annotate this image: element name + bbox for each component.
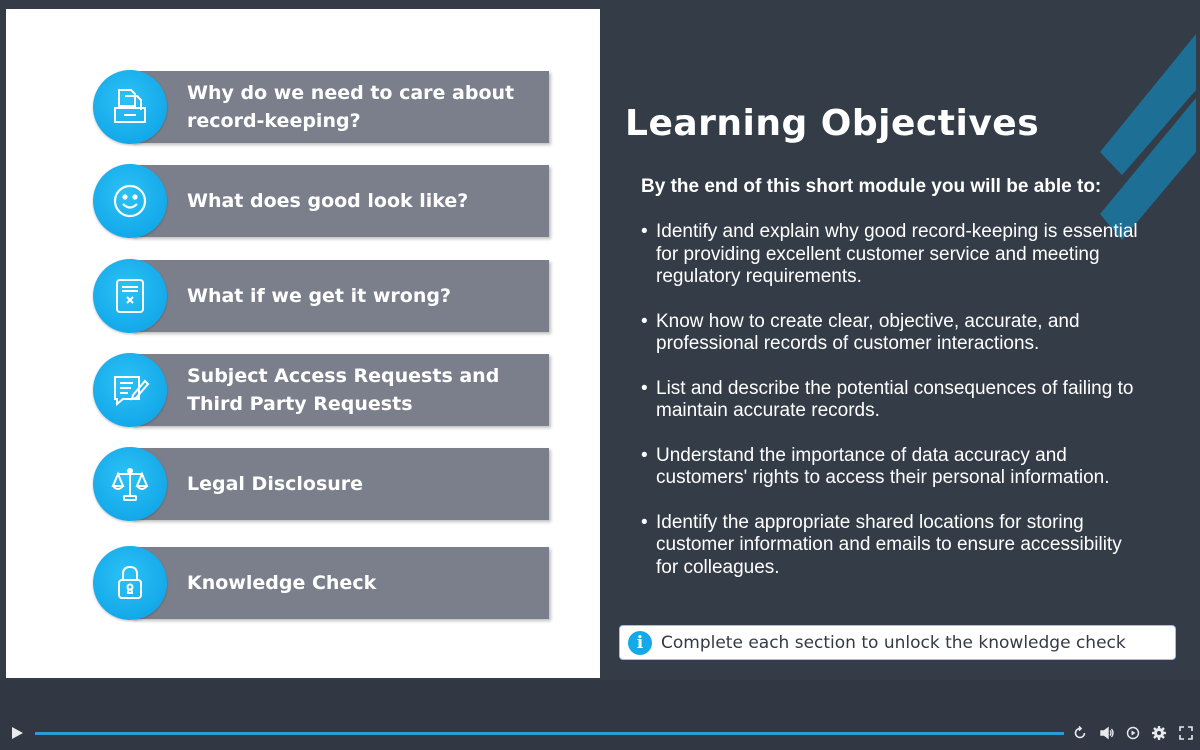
bullet: • — [641, 310, 648, 332]
menu-item-knowledge-check[interactable] — [93, 547, 549, 621]
menu-item-label: Legal Disclosure — [187, 473, 364, 495]
padlock-icon — [93, 546, 167, 620]
menu-item-label: Knowledge Check — [187, 572, 377, 594]
captions-icon[interactable] — [1125, 725, 1141, 741]
bullet: • — [641, 221, 648, 242]
bullet: • — [641, 511, 648, 533]
objectives-intro: By the end of this short module you will be able to: — [641, 176, 1102, 197]
volume-icon[interactable] — [1099, 725, 1115, 741]
menu-item-subject-access[interactable] — [93, 354, 549, 428]
seek-bar[interactable] — [35, 732, 1064, 735]
menu-item-label: What if we get it wrong? — [187, 285, 451, 307]
bullet: • — [641, 444, 648, 466]
play-icon[interactable] — [10, 726, 24, 740]
menu-item-label: What does good look like? — [187, 190, 469, 212]
unlock-notice — [619, 625, 1176, 660]
player-controls — [0, 718, 1200, 750]
objective-text: Identify and explain why good record-keeping is essential for providing excellent customer service and meeting regulatory requirements. — [656, 221, 1138, 287]
menu-item-good-practice[interactable] — [93, 165, 549, 239]
notice-text: Complete each section to unlock the knowledge check — [661, 632, 1126, 653]
page-title: Learning Objectives — [625, 103, 1040, 144]
scales-icon — [93, 447, 167, 521]
document-tray-icon — [93, 70, 167, 144]
objective-text: List and describe the potential consequences of failing to maintain accurate records. — [656, 377, 1134, 421]
objective-item — [641, 311, 1141, 356]
menu-item-label: Subject Access Requests and Third Party Requests — [187, 365, 500, 415]
menu-item-legal-disclosure[interactable] — [93, 448, 549, 522]
objective-item — [641, 378, 1141, 423]
objective-text: Understand the importance of data accuracy and customers' rights to access their personal information. — [656, 444, 1110, 488]
decorative-stripes — [1096, 30, 1200, 245]
objectives-list — [641, 221, 1141, 601]
menu-item-label: Why do we need to care about record-keeping? — [187, 82, 515, 132]
fullscreen-icon[interactable] — [1178, 725, 1194, 741]
rejected-document-icon — [93, 259, 167, 333]
smiley-face-icon — [93, 164, 167, 238]
request-form-icon — [93, 353, 167, 427]
objective-item — [641, 445, 1141, 490]
menu-item-get-it-wrong[interactable] — [93, 260, 549, 334]
objective-item — [641, 221, 1141, 289]
settings-icon[interactable] — [1151, 725, 1167, 741]
objective-item — [641, 512, 1141, 580]
objective-text: Know how to create clear, objective, accurate, and professional records of customer interactions. — [656, 310, 1080, 354]
bullet: • — [641, 377, 648, 399]
replay-icon[interactable] — [1072, 725, 1088, 741]
info-icon: i — [628, 631, 652, 655]
objective-text: Identify the appropriate shared locations for storing customer information and emails to ensure accessibility for colleagues. — [656, 511, 1122, 578]
menu-item-record-keeping[interactable] — [93, 71, 549, 145]
